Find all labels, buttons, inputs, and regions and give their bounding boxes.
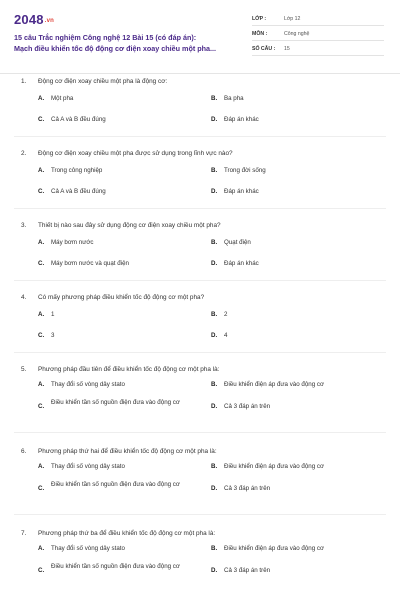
option-text: Điều khiển tần số nguồn điện đưa vào động cơ [51,563,180,570]
question-number: 3. [21,222,27,229]
logo-suffix: .vn [44,17,55,24]
question-number: 6. [21,448,27,455]
meta-value: 15 [284,46,290,52]
question-number: 4. [21,294,27,301]
meta-value: Lớp 12 [284,16,301,22]
title-line-2: Mạch điều khiển tốc độ động cơ điện xoay chiều một pha... [14,43,216,53]
option-letter: B. [211,381,218,388]
option-letter: B. [211,239,218,246]
page-header [0,0,400,76]
site-logo[interactable]: 2048.vn [14,12,55,27]
option-letter: A. [38,381,45,388]
question-prompt: Có mấy phương pháp điều khiển tốc độ động cơ một pha? [38,294,205,301]
header-divider [0,73,400,74]
option-text: Máy bơm nước và quạt điện [51,260,129,267]
option-text: 2 [224,311,228,318]
option-text: Máy bơm nước [51,239,94,246]
option-letter: B. [211,545,218,552]
question-divider [14,208,386,209]
question-number: 1. [21,78,27,85]
option-text: Cả 3 đáp án trên [224,567,271,574]
option-text: Điều khiển tần số nguồn điện đưa vào động cơ [51,481,180,488]
question-number: 2. [21,150,27,157]
option-letter: C. [38,485,45,492]
option-text: 3 [51,332,55,339]
meta-label: MÔN : [252,31,268,37]
option-letter: D. [211,260,218,267]
option-text: Ba pha [224,95,244,102]
page-title [14,33,246,54]
question-prompt: Phương pháp thứ hai để điều khiển tốc độ động cơ một pha là: [38,448,217,455]
option-text: Thay đổi số vòng dây stato [51,463,125,470]
question-divider [14,136,386,137]
option-text: Cả 3 đáp án trên [224,485,271,492]
option-letter: A. [38,463,45,470]
option-letter: C. [38,260,45,267]
question-prompt: Động cơ điện xoay chiều một pha là động cơ: [38,78,168,85]
option-text: Trong đời sống [224,167,266,174]
option-text: Thay đổi số vòng dây stato [51,545,125,552]
question-prompt: Phương pháp đầu tiên để điều khiển tốc độ động cơ một pha là: [38,366,220,373]
option-text: Thay đổi số vòng dây stato [51,381,125,388]
option-letter: A. [38,239,45,246]
question-prompt: Động cơ điện xoay chiều một pha được sử dụng trong lĩnh vực nào? [38,150,233,157]
question-text [21,294,204,301]
question-prompt: Phương pháp thứ ba để điều khiển tốc độ động cơ một pha là: [38,530,216,537]
option-letter: D. [211,403,218,410]
option-text: Cả A và B đều đúng [51,116,106,123]
meta-row-subject [252,26,384,41]
meta-label: LỚP : [252,16,267,22]
meta-value: Công nghệ [284,31,310,37]
option-letter: A. [38,545,45,552]
quiz-meta [252,11,384,56]
question-text [21,530,215,537]
option-letter: C. [38,188,45,195]
option-text: Quạt điện [224,239,251,246]
option-letter: B. [211,95,218,102]
question-divider [14,352,386,353]
option-letter: D. [211,188,218,195]
option-text: Đáp án khác [224,116,259,123]
option-text: 1 [51,311,55,318]
option-text: Cả A và B đều đúng [51,188,106,195]
question-text [21,222,221,229]
question-divider [14,514,386,515]
option-text: Một pha [51,95,74,102]
option-text: 4 [224,332,228,339]
option-text: Điều khiển điện áp đưa vào động cơ [224,381,325,388]
meta-label: SỐ CÂU : [252,46,276,52]
meta-row-count [252,41,384,56]
option-letter: D. [211,567,218,574]
question-text [21,150,233,157]
option-letter: C. [38,332,45,339]
question-prompt: Thiết bị nào sau đây sử dụng động cơ điện xoay chiều một pha? [38,222,221,229]
option-letter: D. [211,116,218,123]
option-letter: C. [38,567,45,574]
meta-row-class [252,11,384,26]
option-letter: D. [211,485,218,492]
option-letter: A. [38,95,45,102]
option-text: Cả 3 đáp án trên [224,403,271,410]
option-letter: A. [38,167,45,174]
question-number: 7. [21,530,27,537]
option-text: Điều khiển điện áp đưa vào động cơ [224,463,325,470]
option-text: Trong công nghiệp [51,167,103,174]
option-text: Điều khiển tần số nguồn điện đưa vào động cơ [51,399,180,406]
question-divider [14,432,386,433]
option-letter: D. [211,332,218,339]
option-letter: B. [211,463,218,470]
option-letter: B. [211,167,218,174]
option-letter: C. [38,403,45,410]
question-text [21,78,167,85]
option-letter: C. [38,116,45,123]
title-line-1: 15 câu Trắc nghiệm Công nghệ 12 Bài 15 (có đáp án): [14,33,197,42]
question-number: 5. [21,366,27,373]
option-text: Điều khiển điện áp đưa vào động cơ [224,545,325,552]
option-letter: A. [38,311,45,318]
question-divider [14,280,386,281]
question-text [21,448,217,455]
option-text: Đáp án khác [224,188,259,195]
question-text [21,366,219,373]
option-text: Đáp án khác [224,260,259,267]
option-letter: B. [211,311,218,318]
